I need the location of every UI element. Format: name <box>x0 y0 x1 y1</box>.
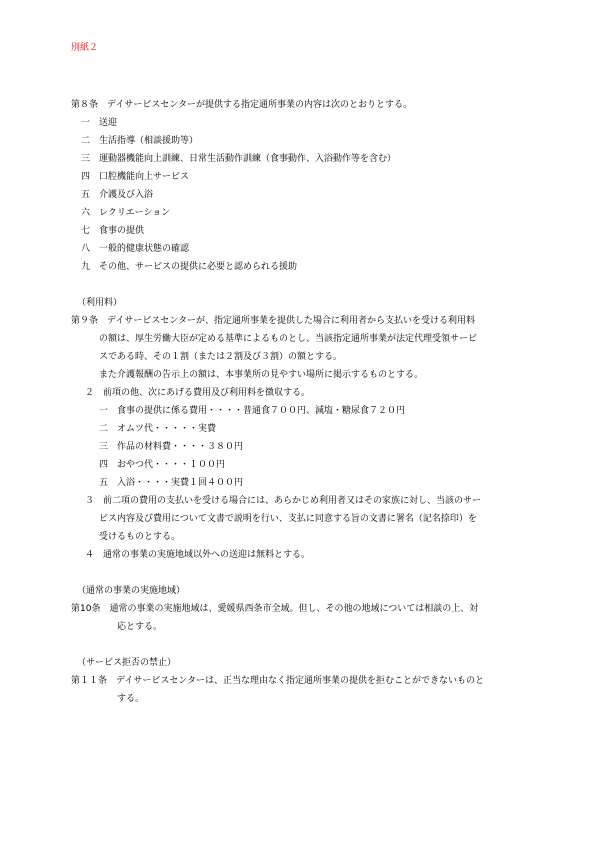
article-8-item-8: 八 一般的健康状態の確認 <box>81 244 190 254</box>
article-9-para-2: ２ 前項の他、次にあげる費用及び利用料を徴収する。 <box>85 388 311 398</box>
fee-item-1: 一 食事の提供に係る費用・・・・普通食７００円、減塩・糖尿食７２０円 <box>99 406 406 416</box>
article-8-item-4: 四 口腔機能向上サービス <box>81 172 190 182</box>
fee-item-5: 五 入浴・・・・実費１回４００円 <box>99 478 244 488</box>
article-9-line-1: 第９条 デイサービスセンターが、指定通所事業を提供した場合に利用者から支払いを受ける利用料 <box>71 316 476 326</box>
article-9-line-2: の額は、厚生労働大臣が定める基準によるものとし、当該指定通所事業が法定代理受領サービ <box>99 334 478 344</box>
article-8-item-2: 二 生活指導（相談援助等） <box>81 136 199 146</box>
article-10-line-2: 応とする。 <box>117 622 163 632</box>
article-8-item-5: 五 介護及び入浴 <box>81 190 154 200</box>
article-8-title: 第８条 デイサービスセンターが提供する指定通所事業の内容は次のとおりとする。 <box>71 100 413 110</box>
article-8-item-3: 三 運動器機能向上訓練、日常生活動作訓練（食事動作、入浴動作等を含む） <box>81 154 397 164</box>
article-9-para-4: ４ 通常の事業の実施地域以外への送迎は無料とする。 <box>85 550 311 560</box>
article-9-heading: （利用料） <box>77 298 123 308</box>
article-11-line-2: する。 <box>117 694 145 704</box>
article-9-line-4: また介護報酬の告示上の額は、本事業所の見やすい場所に掲示するものとする。 <box>99 370 424 380</box>
article-8-item-6: 六 レクリエーション <box>81 208 171 218</box>
article-10-line-1: 第10条 通常の事業の実施地域は、愛媛県西条市全域。但し、その他の地域については相談の上、対 <box>71 604 479 614</box>
article-8-item-1: 一 送迎 <box>81 118 118 128</box>
article-11-heading: （サービス拒否の禁止） <box>77 658 177 668</box>
fee-item-3: 三 作品の材料費・・・・３８０円 <box>99 442 244 452</box>
article-8-item-9: 九 その他、サービスの提供に必要と認められる援助 <box>81 262 298 272</box>
article-9-line-3: スである時、その１割（または２割及び３割）の額とする。 <box>99 352 343 362</box>
article-9-para-3-line-1: ３ 前二項の費用の支払いを受ける場合には、あらかじめ利用者又はその家族に対し、当該のサー <box>85 496 482 506</box>
article-8-item-7: 七 食事の提供 <box>81 226 145 236</box>
article-11-line-1: 第１１条 デイサービスセンターは、正当な理由なく指定通所事業の提供を拒むことができないものと <box>71 676 485 686</box>
attachment-label: 別紙２ <box>71 43 99 53</box>
fee-item-2: 二 オムツ代・・・・・実費 <box>99 424 217 434</box>
fee-item-4: 四 おやつ代・・・・１００円 <box>99 460 226 470</box>
article-9-para-3-line-2: ビス内容及び費用について文書で説明を行い、支払に同意する旨の文書に署名（記名捺印）を <box>99 514 477 524</box>
article-10-heading: （通常の事業の実施地域） <box>77 586 186 596</box>
article-9-para-3-line-3: 受けるものとする。 <box>99 532 181 542</box>
